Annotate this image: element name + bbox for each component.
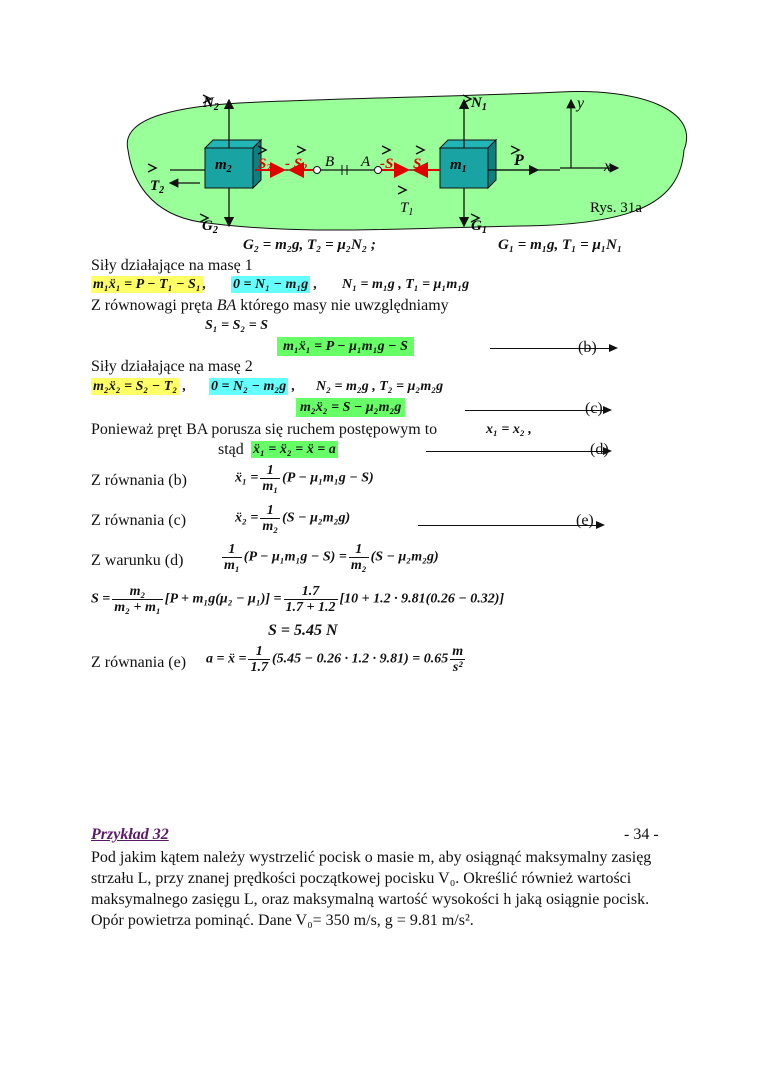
from-eq-b: Z równania (b) <box>91 472 187 489</box>
s-equality: S₁ = S₂ = S <box>205 318 269 333</box>
p-label: P <box>514 152 524 169</box>
hence-text: stąd <box>218 441 244 458</box>
eq-2b: 0 = N₂ − m₂g <box>211 379 287 394</box>
tag-c: (c) <box>585 400 603 417</box>
eq-d: ẍ₁ = ẍ₂ = ẍ = a <box>253 442 336 457</box>
g1-label: $G_1$ <box>471 218 487 236</box>
from-eq-c: Z równania (c) <box>91 512 187 529</box>
page-number: - 34 - <box>624 826 659 843</box>
solution-x2: ẍ₂ = $\frac{1}{\text{m₂}}$ (S − μ₂m₂g) <box>235 503 351 534</box>
weights-line-1: G₁ = m₁g, T₁ = μ₁N₁ <box>498 237 623 253</box>
condition-d-equation: $\frac{1}{\text{m₁}}$ (P − μ₁m₁g − S) = $\frac{1}{\text{m₂}}$ (S − μ₂m₂g) <box>224 542 439 573</box>
m1-label: $m_1$ <box>450 157 467 175</box>
eq-b: m₁ẍ₁ = P − μ₁m₁g − S <box>277 337 414 356</box>
solution-x1: ẍ₁ = $\frac{1}{\text{m₁}}$ (P − μ₁m₁g − S) <box>235 463 374 494</box>
tag-e: (e) <box>576 512 594 529</box>
eq-c: m₂ẍ₂ = S − μ₂m₂g <box>296 398 405 417</box>
translation-text: Ponieważ pręt BA porusza się ruchem postępowym to <box>91 421 438 438</box>
eq-2a: m₂ẍ₂ = S₂ − T₂ <box>93 379 178 394</box>
equilibrium-text: Z równowagi pręta BA którego masy nie uwzględniamy <box>91 297 449 314</box>
figure-caption: Rys. 31a <box>590 200 642 216</box>
s-formula: S = $\frac{\text{m₂}}{\text{m₂ + m₁}}$ [P + m₁g(μ₂ − μ₁)] = $\frac{1.7}{1.7 + 1.2}$ [10 + 1.2 · 9.81(0.26 − 0.32)] <box>91 584 505 615</box>
forces-mass2-heading: Siły działające na masę 2 <box>91 358 253 375</box>
eq-1b: 0 = N₁ − m₁g <box>233 277 309 292</box>
x-label: x <box>604 158 612 175</box>
tag-d: (d) <box>590 441 609 458</box>
from-condition-d: Z warunku (d) <box>91 552 184 569</box>
eq-2c: N₂ = m₂g , T₂ = μ₂m₂g <box>316 379 444 394</box>
minus-s1-label: $-S_1$ <box>380 156 399 174</box>
g2-label: $G_2$ <box>202 218 218 236</box>
acceleration-result: a = ẍ = $\frac{1}{1.7}$ (5.45 − 0.26 · 1.2 · 9.81) = 0.65 $\frac{m}{\text{s²}}$ <box>206 644 464 675</box>
minus-s2-label: - $S_2$ <box>285 156 308 174</box>
example-title: Przykład 32 <box>91 826 169 843</box>
weights-line-2: G₂ = m₂g, T₂ = μ₂N₂ ; <box>243 237 376 253</box>
eq-1a: m₁ẍ₁ = P − T₁ − S₁ <box>93 277 201 292</box>
s-result: S = 5.45 N <box>268 622 338 639</box>
s1-label: $S_1$ <box>413 156 427 174</box>
s2-label: $S_2$ <box>258 156 272 174</box>
y-label: y <box>577 95 585 112</box>
figure-rys-31a <box>0 0 760 240</box>
n2-label: $N_2$ <box>203 95 219 113</box>
example-text: Pod jakim kątem należy wystrzelić pocisk o masie m, aby osiągnąć maksymalny zasięg strzału L, przy znanej prędkości początkowej pocisku V₀. Określić również wartości maksymalnego zasięgu L, oraz maksymalną wartość wysokości h jaką osiągnie pocisk. Opór powietrza pominąć. Dane V₀= 350 m/s, g = 9.81 m/s². <box>91 849 652 929</box>
hinge-b <box>314 167 321 174</box>
eq-1c: N₁ = m₁g , T₁ = μ₁m₁g <box>342 277 470 292</box>
b-label: B <box>325 154 335 170</box>
from-eq-e: Z równania (e) <box>91 654 187 671</box>
n1-label: $N_1$ <box>471 95 487 113</box>
block-m1 <box>440 140 496 188</box>
a-label: A <box>361 154 371 170</box>
t2-label: $T_2$ <box>150 178 165 196</box>
t1-label: $T_1$ <box>400 200 414 218</box>
block-m2 <box>205 140 261 188</box>
forces-mass1-heading: Siły działające na masę 1 <box>91 257 253 274</box>
tag-b: (b) <box>578 339 597 356</box>
m2-label: $m_2$ <box>215 157 232 175</box>
x-equality: x₁ = x₂ , <box>486 422 532 437</box>
